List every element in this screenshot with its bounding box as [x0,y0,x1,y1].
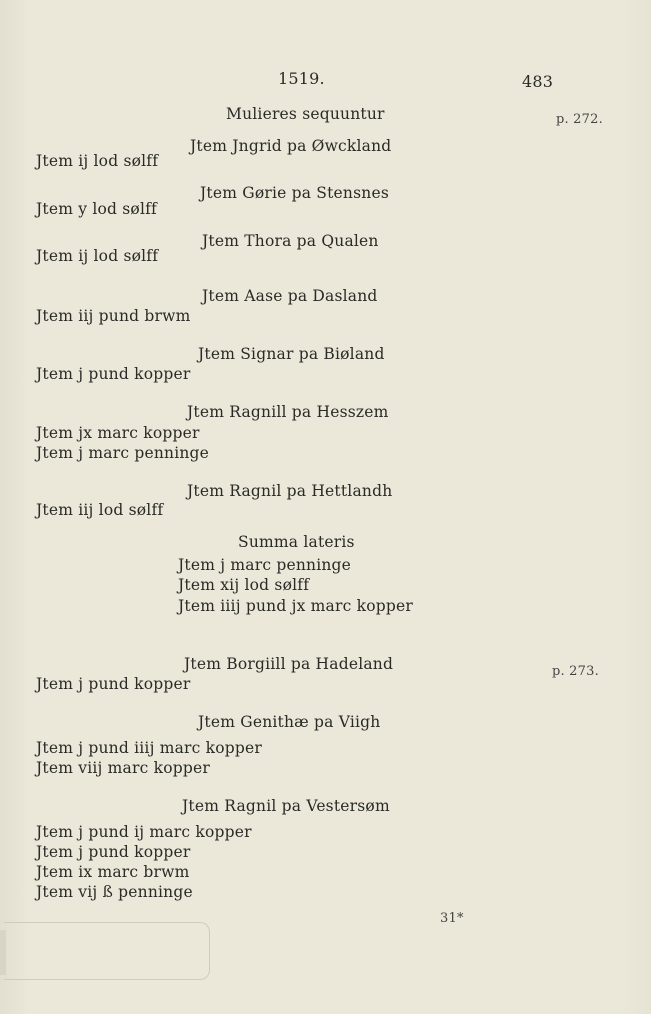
section-heading: Mulieres sequuntur [226,105,385,123]
entry-name: Jtem Ragnil pa Hettlandh [187,482,393,500]
page-year: 1519. [278,69,325,88]
entry-item: Jtem j marc penninge [36,444,210,462]
entry-name: Jtem Thora pa Qualen [202,232,379,250]
entry-item: Jtem viij marc kopper [36,759,210,777]
entry-item: Jtem ij lod sølff [36,152,159,170]
margin-note-p273: p. 273. [552,664,599,679]
entry-name: Jtem Jngrid pa Øwckland [190,137,392,155]
summa-line: Jtem iiij pund jx marc kopper [178,597,413,615]
summa-line: Jtem xij lod sølff [178,576,310,594]
entry-name: Jtem Aase pa Dasland [202,287,378,305]
entry-item: Jtem j pund iiij marc kopper [36,739,263,757]
entry-item: Jtem vij ß penninge [36,883,193,901]
entry-item: Jtem j pund kopper [36,365,191,383]
entry-name: Jtem Ragnill pa Hesszem [187,403,389,421]
entry-item: Jtem ix marc brwm [36,863,190,881]
entry-name: Jtem Ragnil pa Vestersøm [182,797,390,815]
entry-item: Jtem j pund kopper [36,843,191,861]
entry-item: Jtem j pund ij marc kopper [36,823,252,841]
page-number: 483 [522,72,554,91]
entry-item: Jtem iij lod sølff [36,501,164,519]
summa-line: Jtem j marc penninge [178,556,352,574]
entry-name: Jtem Gørie pa Stensnes [200,184,389,202]
entry-item: Jtem iij pund brwm [36,307,191,325]
summa-heading: Summa lateris [238,533,355,551]
entry-name: Jtem Borgiill pa Hadeland [184,655,394,673]
entry-item: Jtem y lod sølff [36,200,157,218]
margin-note-p272: p. 272. [556,112,603,127]
entry-name: Jtem Genithæ pa Viigh [198,713,381,731]
entry-name: Jtem Signar pa Biøland [198,345,385,363]
entry-item: Jtem j pund kopper [36,675,191,693]
entry-item: Jtem ij lod sølff [36,247,159,265]
page-edge-outline [4,922,210,980]
signature-mark: 31* [440,911,464,926]
entry-item: Jtem jx marc kopper [36,424,200,442]
